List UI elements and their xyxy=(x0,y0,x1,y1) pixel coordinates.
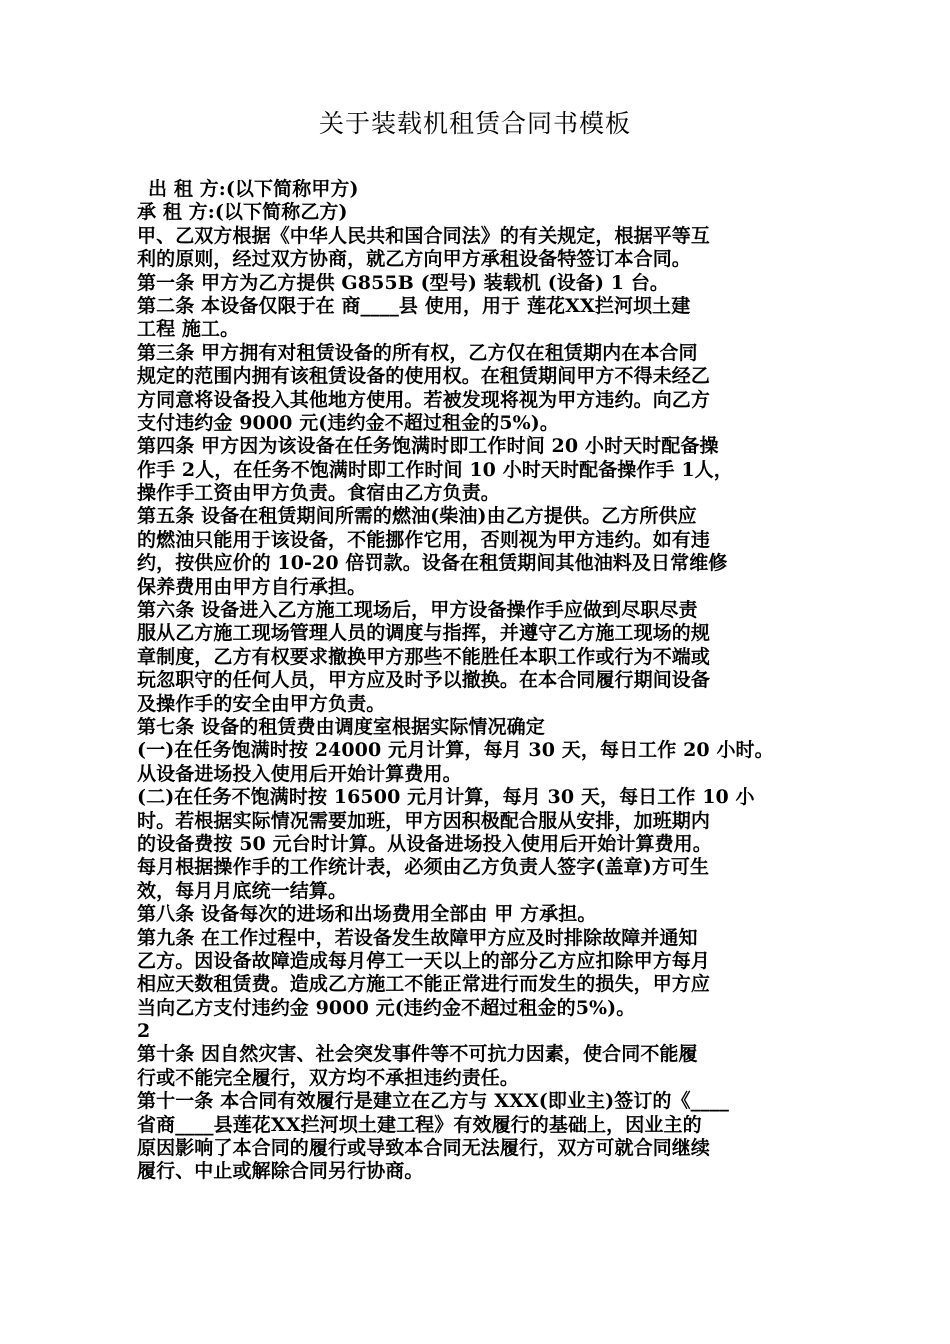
article-4-line-1: 第四条 甲方因为该设备在任务饱满时即工作时间 20 小时天时配备操 xyxy=(137,435,719,458)
preamble-line-2: 利的原则，经过双方协商，就乙方向甲方承租设备特签订本合同。 xyxy=(137,248,691,271)
lessor-line: 出 租 方:(以下简称甲方) xyxy=(148,178,359,200)
article-9-line-1: 第九条 在工作过程中，若设备发生故障甲方应及时排除故障并通知 xyxy=(137,926,698,949)
article-9-line-2: 乙方。因设备故障造成每月停工一天以上的部分乙方应扣除甲方每月 xyxy=(137,949,711,972)
article-8-line-1: 第八条 设备每次的进场和出场费用全部由 甲 方承担。 xyxy=(137,903,597,926)
article-5-line-4: 保养费用由甲方自行承担。 xyxy=(137,575,367,598)
article-6-line-5: 及操作手的安全由甲方负责。 xyxy=(137,692,386,715)
article-11-line-4: 履行、中止或解除合同另行协商。 xyxy=(137,1160,424,1183)
article-11-line-2: 省商____县莲花XX拦河坝土建工程》有效履行的基础上，因业主的 xyxy=(137,1113,702,1136)
article-10-line-1: 第十条 因自然灾害、社会突发事件等不可抗力因素，使合同不能履 xyxy=(137,1043,698,1066)
article-3-line-1: 第三条 甲方拥有对租赁设备的所有权，乙方仅在租赁期内在本合同 xyxy=(137,341,698,364)
article-6-line-2: 服从乙方施工现场管理人员的调度与指挥，并遵守乙方施工现场的规 xyxy=(137,622,711,645)
article-7-line-1: 第七条 设备的租赁费由调度室根据实际情况确定 xyxy=(137,715,545,738)
article-11-line-1: 第十一条 本合同有效履行是建立在乙方与 XXX(即业主)签订的《____ xyxy=(137,1090,730,1113)
article-10-line-2: 行或不能完全履行，双方均不承担违约责任。 xyxy=(137,1066,520,1089)
lessee-line: 承 租 方:(以下简称乙方) xyxy=(137,201,348,224)
article-6-line-4: 玩忽职守的任何人员，甲方应及时予以撤换。在本合同履行期间设备 xyxy=(137,669,711,692)
article-7-item-1-line-1: (一)在任务饱满时按 24000 元月计算，每月 30 天，每日工作 20 小时。 xyxy=(137,739,774,762)
article-5-line-3: 约，按供应价的 10-20 倍罚款。设备在租赁期间其他油料及日常维修 xyxy=(137,552,728,575)
contract-body xyxy=(137,178,837,1184)
article-5-line-1: 第五条 设备在租赁期间所需的燃油(柴油)由乙方提供。乙方所供应 xyxy=(137,505,697,528)
article-9-line-4: 当向乙方支付违约金 9000 元(违约金不超过租金的5%)。 xyxy=(137,996,636,1019)
article-7-item-2-line-3: 的设备费按 50 元台时计算。从设备进场投入使用后开始计算费用。 xyxy=(137,832,712,855)
article-7-item-2-line-5: 效，每月月底统一结算。 xyxy=(137,879,348,902)
article-3-line-3: 方同意将设备投入其他地方使用。若被发现将视为甲方违约。向乙方 xyxy=(137,388,711,411)
article-3-line-4: 支付违约金 9000 元(违约金不超过租金的5%)。 xyxy=(137,411,559,434)
article-4-line-2: 作手 2人，在任务不饱满时即工作时间 10 小时天时配备操作手 1人， xyxy=(137,458,733,481)
document-title: 关于装载机租赁合同书模板 xyxy=(318,109,631,138)
article-2-line-1: 第二条 本设备仅限于在 商____县 使用，用于 莲花XX拦河坝土建 xyxy=(137,294,691,317)
article-11-line-3: 原因影响了本合同的履行或导致本合同无法履行，双方可就合同继续 xyxy=(137,1137,711,1160)
article-3-line-2: 规定的范围内拥有该租赁设备的使用权。在租赁期间甲方不得未经乙 xyxy=(137,365,711,388)
page-number: 2 xyxy=(137,1020,151,1043)
article-6-line-1: 第六条 设备进入乙方施工现场后，甲方设备操作手应做到尽职尽责 xyxy=(137,599,698,622)
preamble-line-1: 甲、乙双方根据《中华人民共和国合同法》的有关规定，根据平等互 xyxy=(137,224,711,247)
article-4-line-3: 操作手工资由甲方负责。食宿由乙方负责。 xyxy=(137,482,500,505)
article-2-line-2: 工程 施工。 xyxy=(137,318,240,341)
article-7-item-2-line-2: 时。若根据实际情况需要加班，甲方因积极配合服从安排，加班期内 xyxy=(137,809,711,832)
article-7-item-2-line-1: (二)在任务不饱满时按 16500 元月计算，每月 30 天，每日工作 10 小 xyxy=(137,786,755,809)
article-6-line-3: 章制度，乙方有权要求撤换甲方那些不能胜任本职工作或行为不端或 xyxy=(137,645,711,668)
article-9-line-3: 相应天数租赁费。造成乙方施工不能正常进行而发生的损失，甲方应 xyxy=(137,973,711,996)
article-7-item-1-line-2: 从设备进场投入使用后开始计算费用。 xyxy=(137,762,462,785)
article-5-line-2: 的燃油只能用于该设备，不能挪作它用，否则视为甲方违约。如有违 xyxy=(137,528,711,551)
article-1-line-1: 第一条 甲方为乙方提供 G855B (型号) 装载机 (设备) 1 台。 xyxy=(137,271,670,294)
article-7-item-2-line-4: 每月根据操作手的工作统计表，必须由乙方负责人签字(盖章)方可生 xyxy=(137,856,710,879)
